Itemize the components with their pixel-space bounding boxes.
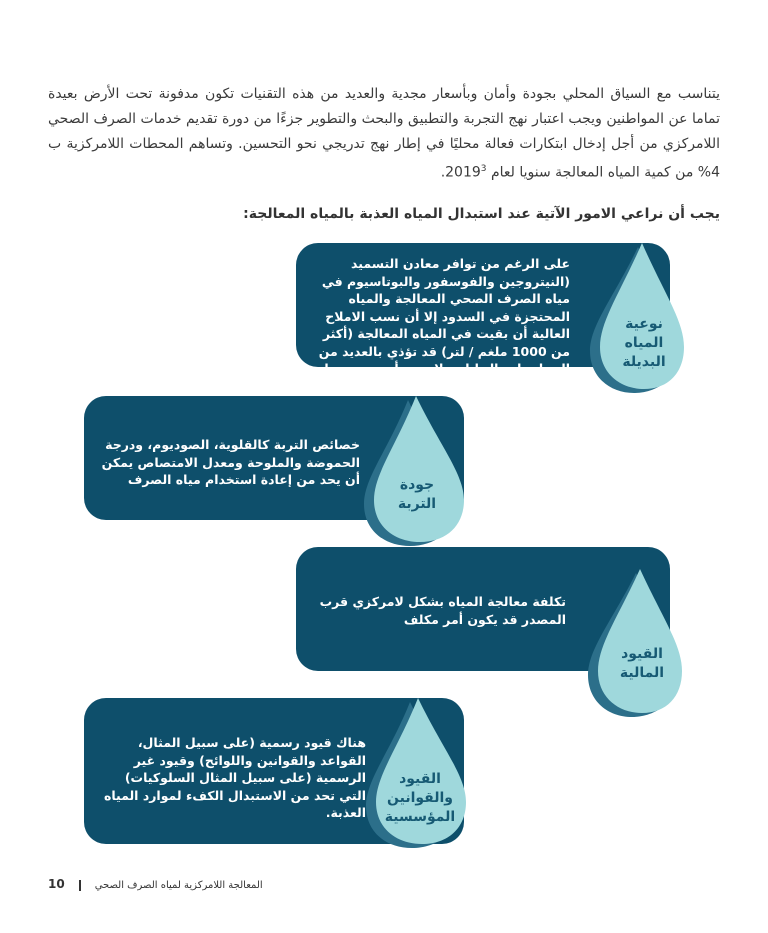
water-drop-icon — [582, 569, 686, 719]
water-drop-icon — [358, 396, 470, 548]
water-drop-icon — [584, 243, 688, 395]
item-soil-quality — [0, 396, 768, 520]
intro-paragraph: يتناسب مع السياق المحلي بجودة وأمان وبأسعار مجدية والعديد من هذه التقنيات تكون مدفونة تحت الأرض بعيدة تماما عن المواطنين ويجب اعتبار نهج التجربة والتطبيق والبحث والتطوير جزءًا من دورة تقديم خدمات الصرف الصحي اللامركزي من أجل إدخال ابتكارات فعالة محليًا في إطار نهج تدريجي نحو التحسين. وتساهم المحطات اللامركزية ب 4% من كمية المياه المعالجة سنويا لعام 2019$^3$. — [48, 86, 720, 181]
intro-text: يتناسب مع السياق المحلي بجودة وأمان وبأسعار مجدية والعديد من هذه التقنيات تكون مدفونة تحت الأرض بعيدة تماما عن المواطنين ويجب اعتبار نهج التجربة والتطبيق والبحث والتطوير جزءًا من دورة تقديم خدمات الصرف الصحي اللامركزي من أجل إدخال ابتكارات فعالة محليًا في إطار نهج تدريجي نحو التحسين. وتساهم المحطات اللامركزية ب 4% من كمية المياه المعالجة سنويا لعام 2019 — [48, 86, 720, 181]
item-text: هناك قيود رسمية (على سبيل المثال، القواعد والقوانين واللوائح) وقيود غير الرسمية (على سبيل المثال السلوكيات) التي تحد من الاستبدال الكفء لموارد المياه العذبة. — [103, 735, 366, 820]
item-label: جودة التربة — [397, 477, 437, 512]
running-title: المعالجة اللامركزية لمياه الصرف الصحي — [94, 880, 263, 891]
item-water-quality — [0, 243, 768, 394]
item-text: على الرغم من توافر معادن التسميد (النيتروجين والفوسفور والبوتاسيوم في مياه الصرف الصحي المعالجة والمياه المحتجزة في السدود إلا أن نسب الاملاح العالية أن بقيت في المياه المعالجة (أكثر من 1000 ملغم / لتر) قد تؤذي بالعديد من المحاصيل والنباتات. لا يجب أن تحوي مياه الري على أكثر من 1000 ملغم / لتر. — [317, 256, 570, 394]
item-text: تكلفة معالجة المياه بشكل لامركزي قرب المصدر قد يكون أمر مكلف — [319, 594, 566, 627]
item-label: القيود المالية — [619, 646, 665, 681]
item-label: نوعية المياه البديلة — [622, 316, 666, 370]
item-financial-constraints — [0, 547, 768, 681]
footnote-ref: 3 — [480, 164, 487, 174]
water-drop-icon — [360, 698, 472, 850]
page-number: 10 — [48, 877, 65, 891]
item-label: القيود والقوانين المؤسسية — [384, 771, 456, 825]
item-institutional-constraints — [0, 698, 768, 825]
section-subtitle: يجب أن نراعي الامور الآتية عند استبدال المياه العذبة بالمياه المعالجة: — [243, 206, 720, 222]
footer-divider — [79, 880, 81, 891]
item-text: خصائص التربة كالقلوية، الصوديوم، ودرجة الحموضة والملوحة ومعدل الامتصاص يمكن أن يحد من إعادة استخدام مياه الصرف — [101, 437, 360, 487]
page-footer — [48, 877, 263, 891]
